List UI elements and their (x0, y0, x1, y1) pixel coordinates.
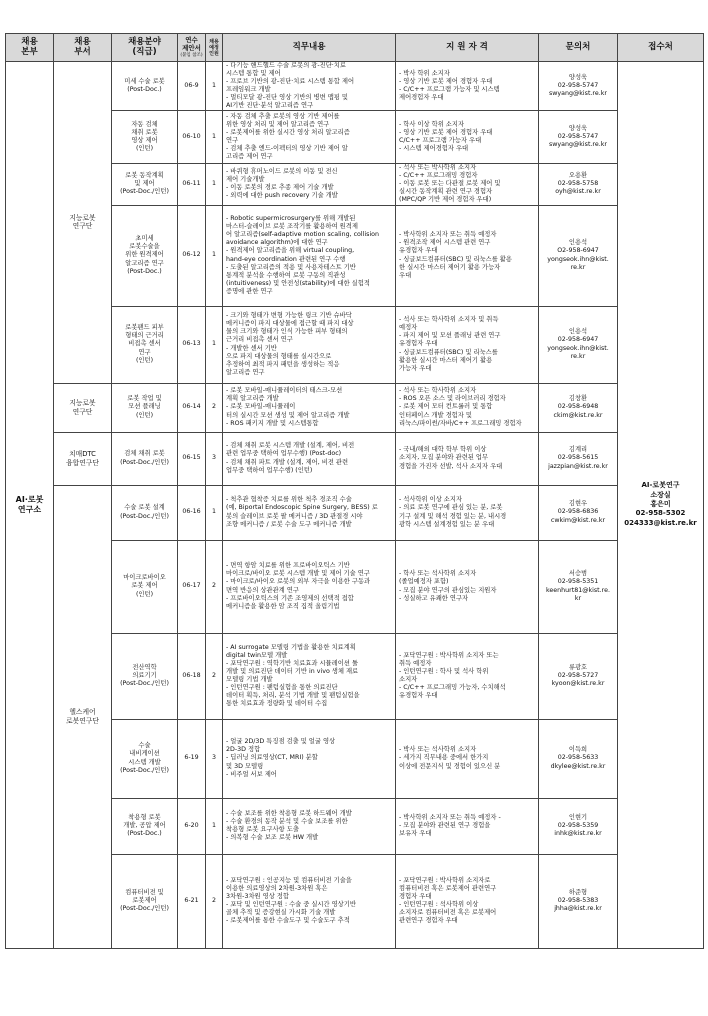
table-row (6, 485, 704, 540)
qual-cell: - 박사학위 소지자 또는 취득 예정자 - - 모집 분야와 관련된 연구 경험을 보유자 우대 (396, 798, 539, 854)
count-cell: 1 (206, 164, 223, 205)
header-field: 채용분야 (직급) (112, 34, 178, 62)
duty-cell: - 자동 검체 추출 로봇의 영상 기반 제어를 위한 영상 처리 및 제어 알고리즘 연구 - 로봇제어를 위한 실시간 영상 처리 알고리즘 연구 - 검체 추출 엔드-이펙터의 영상 기반 제어 알 고리즘 제어 연구 (223, 111, 396, 164)
table-row (6, 432, 704, 485)
header-receive: 접수처 (618, 34, 704, 62)
count-cell: 2 (206, 854, 223, 948)
duty-cell: - 로봇 모바일-매니퓰레이터의 태스크-모션 계획 알고리즘 개발 - 로봇 모바일-매니퓰레이 터의 실시간 모션 생성 및 제어 알고리즘 개발 - ROS 패키지 개발 및 시스템통합 (223, 383, 396, 432)
recruitment-table (5, 33, 704, 949)
count-cell: 2 (206, 540, 223, 633)
qual-cell: - 석사학위 이상 소지자 - 의료 로봇 연구에 관심 있는 분, 로봇 기구 설계 및 해석 경험 있는 분, 내시경 광학 시스템 설계경험 있는 분 우대 (396, 485, 539, 540)
field-cell: 전산역학 의료기기 (Post-Doc./인턴) (112, 633, 178, 719)
contact-cell: 김현우 02-958-6836 cwkim@kist.re.kr (539, 485, 618, 540)
count-cell: 3 (206, 432, 223, 485)
field-cell: 로봇팬드 피부 형태의 근거리 비접촉 센서 연구 (인턴) (112, 306, 178, 383)
header-dept: 채용 부서 (54, 34, 112, 62)
field-cell: 미세 수술 로봇 (Post-Doc.) (112, 62, 178, 111)
duty-cell: - 포닥연구원 : 인공지능 및 컴퓨터비전 기술을 이용한 의료영상의 2차원-3차원 혹은 3차원-3차원 영상 정합 - 포닥 및 인턴연구원 : 수술 중 실시간 영상기반 골체 추적 및 증강현실 가시화 기술 개발 - 로봇제어를 통한 수술도구 및 수술도구 추적 (223, 854, 396, 948)
receive-cell: AI-로봇연구 소장실 홍은미 02-958-5302 024333@kist.re.kr (618, 62, 704, 949)
field-cell: 로봇 작업 및 모션 플래닝 (인턴) (112, 383, 178, 432)
count-cell: 3 (206, 719, 223, 798)
count-cell: 1 (206, 111, 223, 164)
contact-cell: 이득희 02-958-5633 dkylee@kist.re.kr (539, 719, 618, 798)
code-cell: 6-21 (178, 854, 206, 948)
code-cell: 06-9 (178, 62, 206, 111)
field-cell: 수술 내비게이션 시스템 개발 (Post-Doc./인턴) (112, 719, 178, 798)
code-cell: 06-14 (178, 383, 206, 432)
field-cell: 초미세 로봇수술을 위한 원격제어 알고리즘 연구 (Post-Doc.) (112, 205, 178, 306)
field-cell: 로봇 동작계획 및 제어 (Post-Doc./인턴) (112, 164, 178, 205)
duty-cell: - AI surrogate 모델링 기법을 활용한 치료계획 digital twin모델 개발 - 포닥연구원 : 역학기반 치료효과 시뮬레이션 툴 개발 및 의료진단 데이터 기반 in vivo 생체 재료 모델링 기법 개발 - 인턴연구원 : 팬텀실험을 통한 의료진단 데이터 획득, 처리, 분석 기법 개발 및 팬텀실험을 통한 치료효과 정량화 및 데이터 수집 (223, 633, 396, 719)
contact-cell: 양성욱 02-958-5747 swyang@kist.re.kr (539, 111, 618, 164)
header-code-sub: (붙임 참조) (180, 52, 203, 58)
duty-cell: - 얼굴 2D/3D 특징점 검출 및 얼굴 영상 2D-3D 정합 - 딥러닝 의료영상(CT, MRI) 분할 및 3D 모델링 - 비주얼 서보 제어 (223, 719, 396, 798)
qual-cell: - 석사 또는 학사학위 소지자 - ROS 오픈 소스 및 라이브러리 경험자 - 로봇 제어 모터 컨트롤러 및 통합 인터페이스 개발 경험자 및 리눅스/파이썬/자바/C++ 프로그래밍 경험자 (396, 383, 539, 432)
header-hq: 채용 본부 (6, 34, 54, 62)
table-row (6, 62, 704, 111)
qual-cell: - 국내/해외 대학 학부 학위 이상 소지자, 모집 분야와 관련된 업무 경험을 가진자 선발, 석사 소지자 우대 (396, 432, 539, 485)
duty-cell: - 수술 보조를 위한 착용형 로봇 하드웨어 개발 - 수술 환경의 동작 분석 및 수술 보조를 위한 착용형 로봇 요구사항 도출 - 의복형 수술 보조 로봇 HW 개발 (223, 798, 396, 854)
qual-cell: - 박사학위 소지자 또는 취득 예정자 - 원격조작 제어 시스템 관련 연구 유경험자 우대 - 싱글보드컴퓨터(SBC) 및 리눅스를 활용 한 실시간 마스터 제어기 활용 가능자 우대 (396, 205, 539, 306)
qual-cell: - 학사 또는 석사학위 소지자 (졸업예정자 포함) - 모집 분야 연구의 관심있는 지원자 - 성실하고 유쾌한 연구자 (396, 540, 539, 633)
code-cell: 6-20 (178, 798, 206, 854)
dept-cell: 헬스케어 로봇연구단 (54, 485, 112, 948)
duty-cell: - 크기와 형태가 변형 가능한 링크 기반 슈바닥 메커니즘이 파지 대상물에 접근할 때 파지 대상 물의 크기와 형태가 인식 가능한 피부 형태의 근거리 비접촉 센서 연구 - 개발한 센서 기반 으로 파지 대상물의 형태를 실시간으로 추정하여 최적 파지 패턴을 생성하는 적응 알고리즘 연구 (223, 306, 396, 383)
field-cell: 컴퓨터비전 및 로봇제어 (Post-Doc./인턴) (112, 854, 178, 948)
duty-cell: - 다기능 핸드헬드 수술 로봇의 광-진단·치료 시스템 통합 및 제어 - 프로브 기반의 광-진단·치료 시스템 통합 제어 프레임워크 개발 - 멀티모달 광-진단 영상 기반의 병변 맵핑 및 AI기반 진단·분석 알고리즘 연구 (223, 62, 396, 111)
code-cell: 06-12 (178, 205, 206, 306)
qual-cell: - 포닥연구원 : 박사학위 소지자로 컴퓨터비전 혹은 로봇제어 관련연구 경험자 우대 - 인턴연구원 : 석사학위 이상 소지자로 컴퓨터비전 혹은 로봇제어 관련연구 경험자 우대 (396, 854, 539, 948)
header-contact: 문의처 (539, 34, 618, 62)
contact-cell: 오용환 02-958-5758 oyh@kist.re.kr (539, 164, 618, 205)
field-cell: 검체 채취 로봇 (Post-Doc./인턴) (112, 432, 178, 485)
count-cell: 1 (206, 306, 223, 383)
contact-cell: 김계리 02-958-5615 jazzpian@kist.re.kr (539, 432, 618, 485)
field-cell: 수술 로봇 설계 (Post-Doc./인턴) (112, 485, 178, 540)
code-cell: 06-18 (178, 633, 206, 719)
contact-cell: 하준형 02-958-5383 jhha@kist.re.kr (539, 854, 618, 948)
code-cell: 06-13 (178, 306, 206, 383)
code-cell: 06-15 (178, 432, 206, 485)
count-cell: 1 (206, 798, 223, 854)
count-cell: 2 (206, 383, 223, 432)
qual-cell: - 포닥연구원 : 박사학위 소지자 또는 취득 예정자 - 인턴연구원 : 학사 및 석사 학위 소지자 - C/C++ 프로그래밍 가능자, 수치해석 유경험자 우대 (396, 633, 539, 719)
dept-cell: 치매DTC 융합연구단 (54, 432, 112, 485)
count-cell: 2 (206, 633, 223, 719)
qual-cell: - 박사 또는 석사학위 소지자 - 세가지 직무내용 중에서 한가지 이상에 전문지식 및 경험이 있으신 분 (396, 719, 539, 798)
header-qual: 지 원 자 격 (396, 34, 539, 62)
dept-cell: 지능로봇 연구단 (54, 383, 112, 432)
count-cell: 1 (206, 205, 223, 306)
code-cell: 06-10 (178, 111, 206, 164)
code-cell: 06-16 (178, 485, 206, 540)
contact-cell: 인현기 02-958-5359 inhk@kist.re.kr (539, 798, 618, 854)
code-cell: 06-11 (178, 164, 206, 205)
contact-cell: 서승범 02-958-5351 keenhurt81@kist.re. kr (539, 540, 618, 633)
header-code: 연수 제안서 (붙임 참조) (178, 34, 206, 62)
contact-cell: 양성욱 02-958-5747 swyang@kist.re.kr (539, 62, 618, 111)
duty-cell: - Robotic supermicrosurgery를 위해 개발된 마스터-슬레이브 로봇 조작기를 활용하여 원격제 어 알고리즘(self-adaptive motion scaling, collision avoidance algorithm)에 대한 연구 - 원격제어 알고리즘을 위해 virtual coupling, hand-eye coordination 관련된 연구 수행 - 도출된 알고리즘의 적용 및 사용자테스트 기반 통계적 분석을 수행하여 로봇 구동의 직관성 (intuitiveness) 및 안전성(stability)에 대한 실험적 증명에 관한 연구 (223, 205, 396, 306)
qual-cell: - 학사 이상 학위 소지자 - 영상 기반 로봇 제어 경험자 우대 C/C++ 프로그램 가능자 우대 - 시스템 제어경험자 우대 (396, 111, 539, 164)
contact-cell: 인용석 O2-958-6947 yongseok.ihn@kist. re.kr (539, 205, 618, 306)
duty-cell: - 면역 항암 치료를 위한 프로바이오틱스 기반 마이크로/바이오 로봇 시스템 개발 및 제어 기술 연구 - 마이크로/바이오 로봇의 외부 자극을 이용한 구동과 면역 반응의 상관관계 연구 - 프로바이오틱스의 기존 조영제의 선택적 접합 메커니즘을 활용한 암 조직 집적 올림기법 (223, 540, 396, 633)
contact-cell: 류광호 02-958-5727 kyoon@kist.re.kr (539, 633, 618, 719)
header-row (6, 34, 704, 62)
qual-cell: - 석사 또는 박사학위 소지자 - C/C++ 프로그래밍 경험자 - 이동 로봇 또는 다관절 로봇 제어 및 실시간 동작계획 관련 연구 경험자 (MPC/QP 기반 제어 경험자 우대) (396, 164, 539, 205)
duty-cell: - 척추관 협착증 치료를 위한 척추 경조직 수술 (예, Biportal Endoscopic Spine Surgery, BESS) 로 봇의 슬레이브 로봇 팔 메커니즘 / 3D 관절경 시야 조향 메커니즘 / 로봇 수술 도구 메커니즘 개발 (223, 485, 396, 540)
contact-cell: 김창환 02-958-6948 ckim@kist.re.kr (539, 383, 618, 432)
duty-cell: - 바퀴형 휴머노이드 로봇의 이동 및 전신 제어 기술개발 - 이동 로봇의 경로 추종 제어 기술 개발 - 외력에 대한 push recovery 기술 개발 (223, 164, 396, 205)
count-cell: 1 (206, 62, 223, 111)
field-cell: 자동 검체 채취 로봇 영상 제어 (인턴) (112, 111, 178, 164)
dept-cell: 지능로봇 연구단 (54, 62, 112, 384)
code-cell: 6-19 (178, 719, 206, 798)
code-cell: 06-17 (178, 540, 206, 633)
qual-cell: - 석사 또는 학사학위 소지자 및 취득 예정자 - 파지 제어 및 모션 플래닝 관련 연구 유경험자 우대 - 싱글보드컴퓨터(SBC) 및 리눅스를 활용한 실시간 마스터 제어기 활용 가능자 우대 (396, 306, 539, 383)
duty-cell: - 검체 채취 로봇 시스템 개발 (설계, 제어, 비전 관련 업무중 택하여 업무수행) (Post-doc) - 검체 채취 파트 개발 (설계, 제어, 비전 관련 업무중 택하여 업무수행) (인턴) (223, 432, 396, 485)
field-cell: 착용형 로봇 개발, 공압 제어 (Post-Doc.) (112, 798, 178, 854)
hq-cell: AI·로봇 연구소 (6, 62, 54, 949)
table-row (6, 383, 704, 432)
contact-cell: 인용석 02-958-6947 yongseok.ihn@kist. re.kr (539, 306, 618, 383)
count-cell: 1 (206, 485, 223, 540)
header-duty: 직무내용 (223, 34, 396, 62)
field-cell: 마이크로바이오 로봇 제어 (인턴) (112, 540, 178, 633)
qual-cell: - 박사 학위 소지자 - 영상 기반 로봇 제어 경험자 우대 - C/C++ 프로그램 가능자 및 시스템 제어경험자 우대 (396, 62, 539, 111)
header-recruit: 채용 예정 인원 (206, 34, 223, 62)
